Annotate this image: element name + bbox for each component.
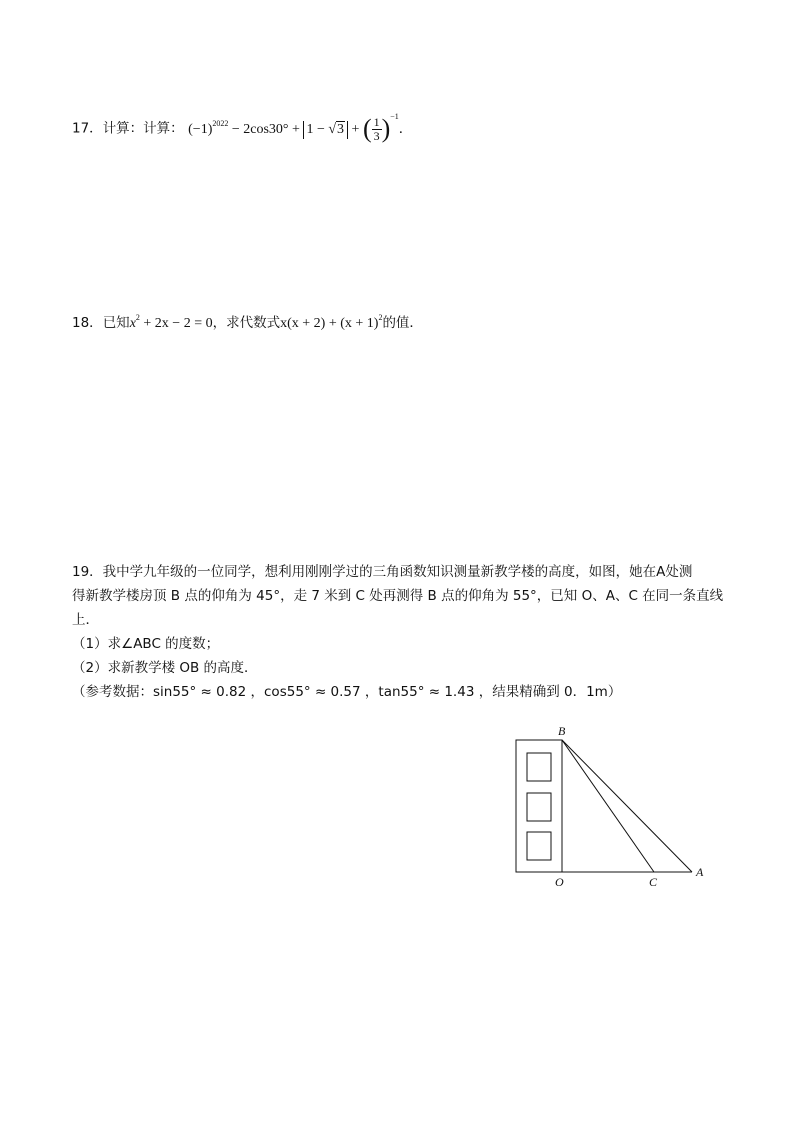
building-figure: [500, 720, 720, 895]
q19-reference: （参考数据：sin55° ≈ 0.82 ，cos55° ≈ 0.57 ，tan55° ≈ 1.43 ，结果精确到 0．1m）: [72, 684, 622, 700]
q17-exponent-neg1: −1: [390, 111, 399, 121]
q17-number: 17．: [72, 120, 103, 137]
question-17: [72, 111, 413, 143]
q17-fraction: $\frac{1}{3}$: [373, 115, 380, 143]
q17-cos-term: − 2cos30° +: [228, 121, 304, 137]
building-window-2: [527, 793, 551, 821]
q19-line-2: 得新教学楼房顶 B 点的仰角为 45°，走 7 米到 C 处再测得 B 点的仰角为 55°，已知 O、A、C 在同一条直线: [72, 588, 724, 604]
q17-absolute-value: 1 − √3: [303, 121, 348, 139]
building-window-1: [527, 753, 551, 781]
building-window-3: [527, 832, 551, 860]
q17-sqrt: 3: [337, 121, 345, 137]
q18-known: 已知: [102, 315, 130, 331]
line-BA: [562, 740, 692, 872]
q19-part-2: （2）求新教学楼 OB 的高度．: [72, 660, 258, 676]
q19-line-1: 19．我中学九年级的一位同学，想利用刚刚学过的三角函数知识测量新教学楼的高度，如图，她在A处测: [72, 564, 693, 580]
label-O: O: [555, 875, 564, 889]
building-outline: [516, 740, 562, 872]
q18-mid: ，求代数式: [212, 315, 281, 331]
label-B: B: [558, 724, 566, 738]
q18-expression: $x(x + 2) + (x + 1)^2$: [280, 313, 383, 331]
q17-formula: $(-1)^{2022} - 2\cos 30^\circ + 1 - √3$ + ( $\frac{1}{3}$ )$^{-1}$．: [188, 111, 413, 143]
q17-prefix: 计算：计算：: [102, 120, 184, 137]
label-C: C: [649, 875, 658, 889]
q18-number: 18．: [72, 315, 103, 331]
question-18: [72, 311, 423, 336]
q19-part-1: （1）求∠ABC 的度数；: [72, 636, 220, 652]
q17-plus: +: [348, 121, 363, 137]
label-A: A: [696, 865, 704, 879]
line-BC: [562, 740, 654, 872]
q18-end: 的值．: [382, 315, 423, 331]
q17-neg-one: (−1): [188, 121, 213, 137]
q18-equation: $x^2 + 2x - 2 = 0$: [129, 313, 213, 331]
q17-exponent-2022: 2022: [212, 118, 229, 128]
q19-line-3: 上．: [72, 612, 99, 628]
question-19: [72, 560, 724, 704]
